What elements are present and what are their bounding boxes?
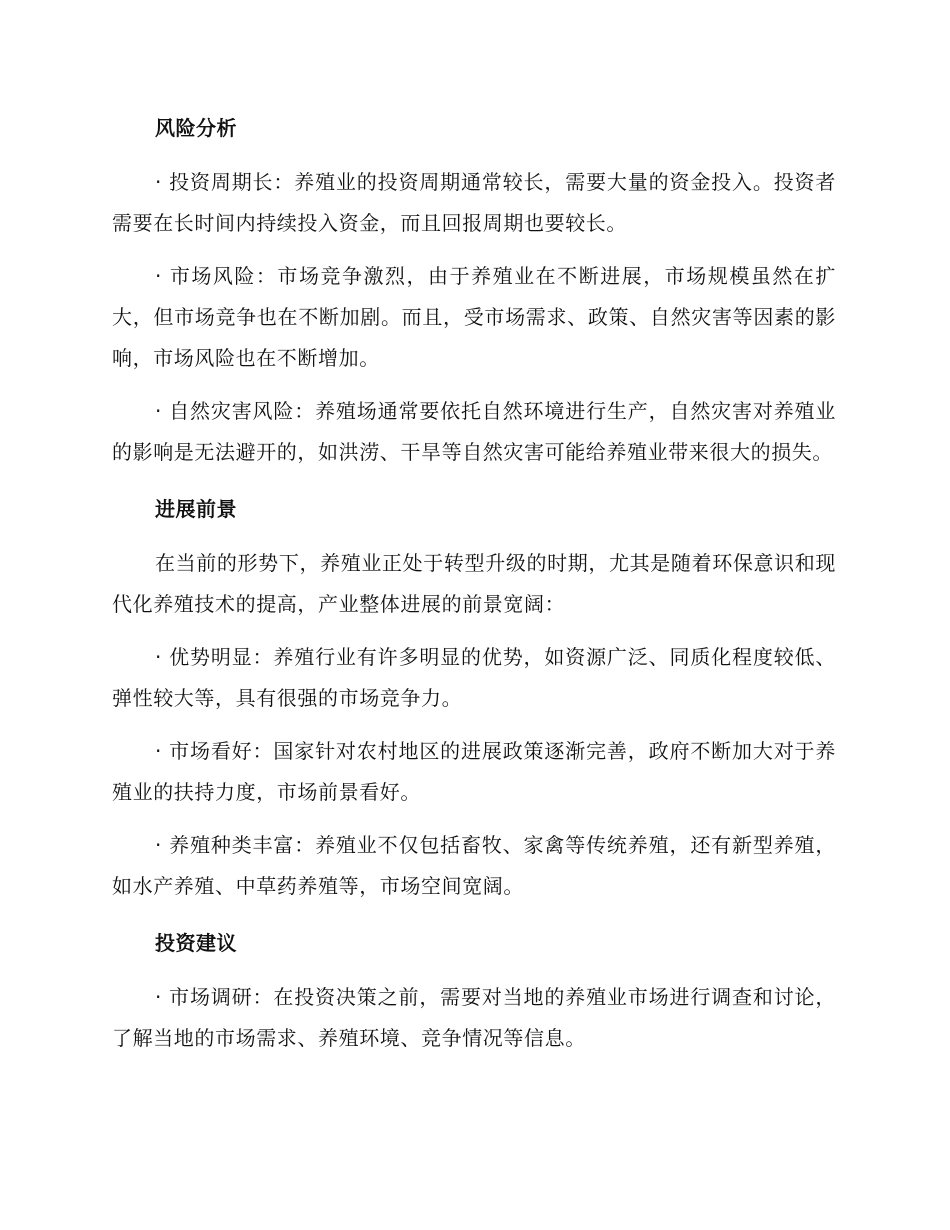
paragraph: · 养殖种类丰富：养殖业不仅包括畜牧、家禽等传统养殖，还有新型养殖，如水产养殖、中草药养殖等，市场空间宽阔。: [112, 833, 836, 898]
document-body: [112, 108, 836, 1059]
paragraph: 在当前的形势下，养殖业正处于转型升级的时期，尤其是随着环保意识和现代化养殖技术的提高，产业整体进展的前景宽阔：: [112, 551, 836, 616]
paragraph: · 优势明显：养殖行业有许多明显的优势，如资源广泛、同质化程度较低、弹性较大等，具有很强的市场竞争力。: [112, 645, 836, 710]
paragraph: · 自然灾害风险：养殖场通常要依托自然环境进行生产，自然灾害对养殖业的影响是无法避开的，如洪涝、干旱等自然灾害可能给养殖业带来很大的损失。: [112, 399, 836, 464]
paragraph: · 市场看好：国家针对农村地区的进展政策逐渐完善，政府不断加大对于养殖业的扶持力度，市场前景看好。: [112, 739, 836, 804]
section-heading-prospects: 进展前景: [155, 497, 237, 521]
paragraph: · 市场风险：市场竞争激烈，由于养殖业在不断进展，市场规模虽然在扩大，但市场竞争也在不断加剧。而且，受市场需求、政策、自然灾害等因素的影响，市场风险也在不断增加。: [112, 264, 836, 370]
paragraph: · 投资周期长：养殖业的投资周期通常较长，需要大量的资金投入。投资者需要在长时间内持续投入资金，而且回报周期也要较长。: [112, 170, 836, 235]
section-heading-investment-advice: 投资建议: [155, 931, 237, 955]
section-heading-risk: 风险分析: [155, 116, 237, 140]
paragraph: · 市场调研：在投资决策之前，需要对当地的养殖业市场进行调查和讨论，了解当地的市场需求、养殖环境、竞争情况等信息。: [112, 985, 836, 1050]
